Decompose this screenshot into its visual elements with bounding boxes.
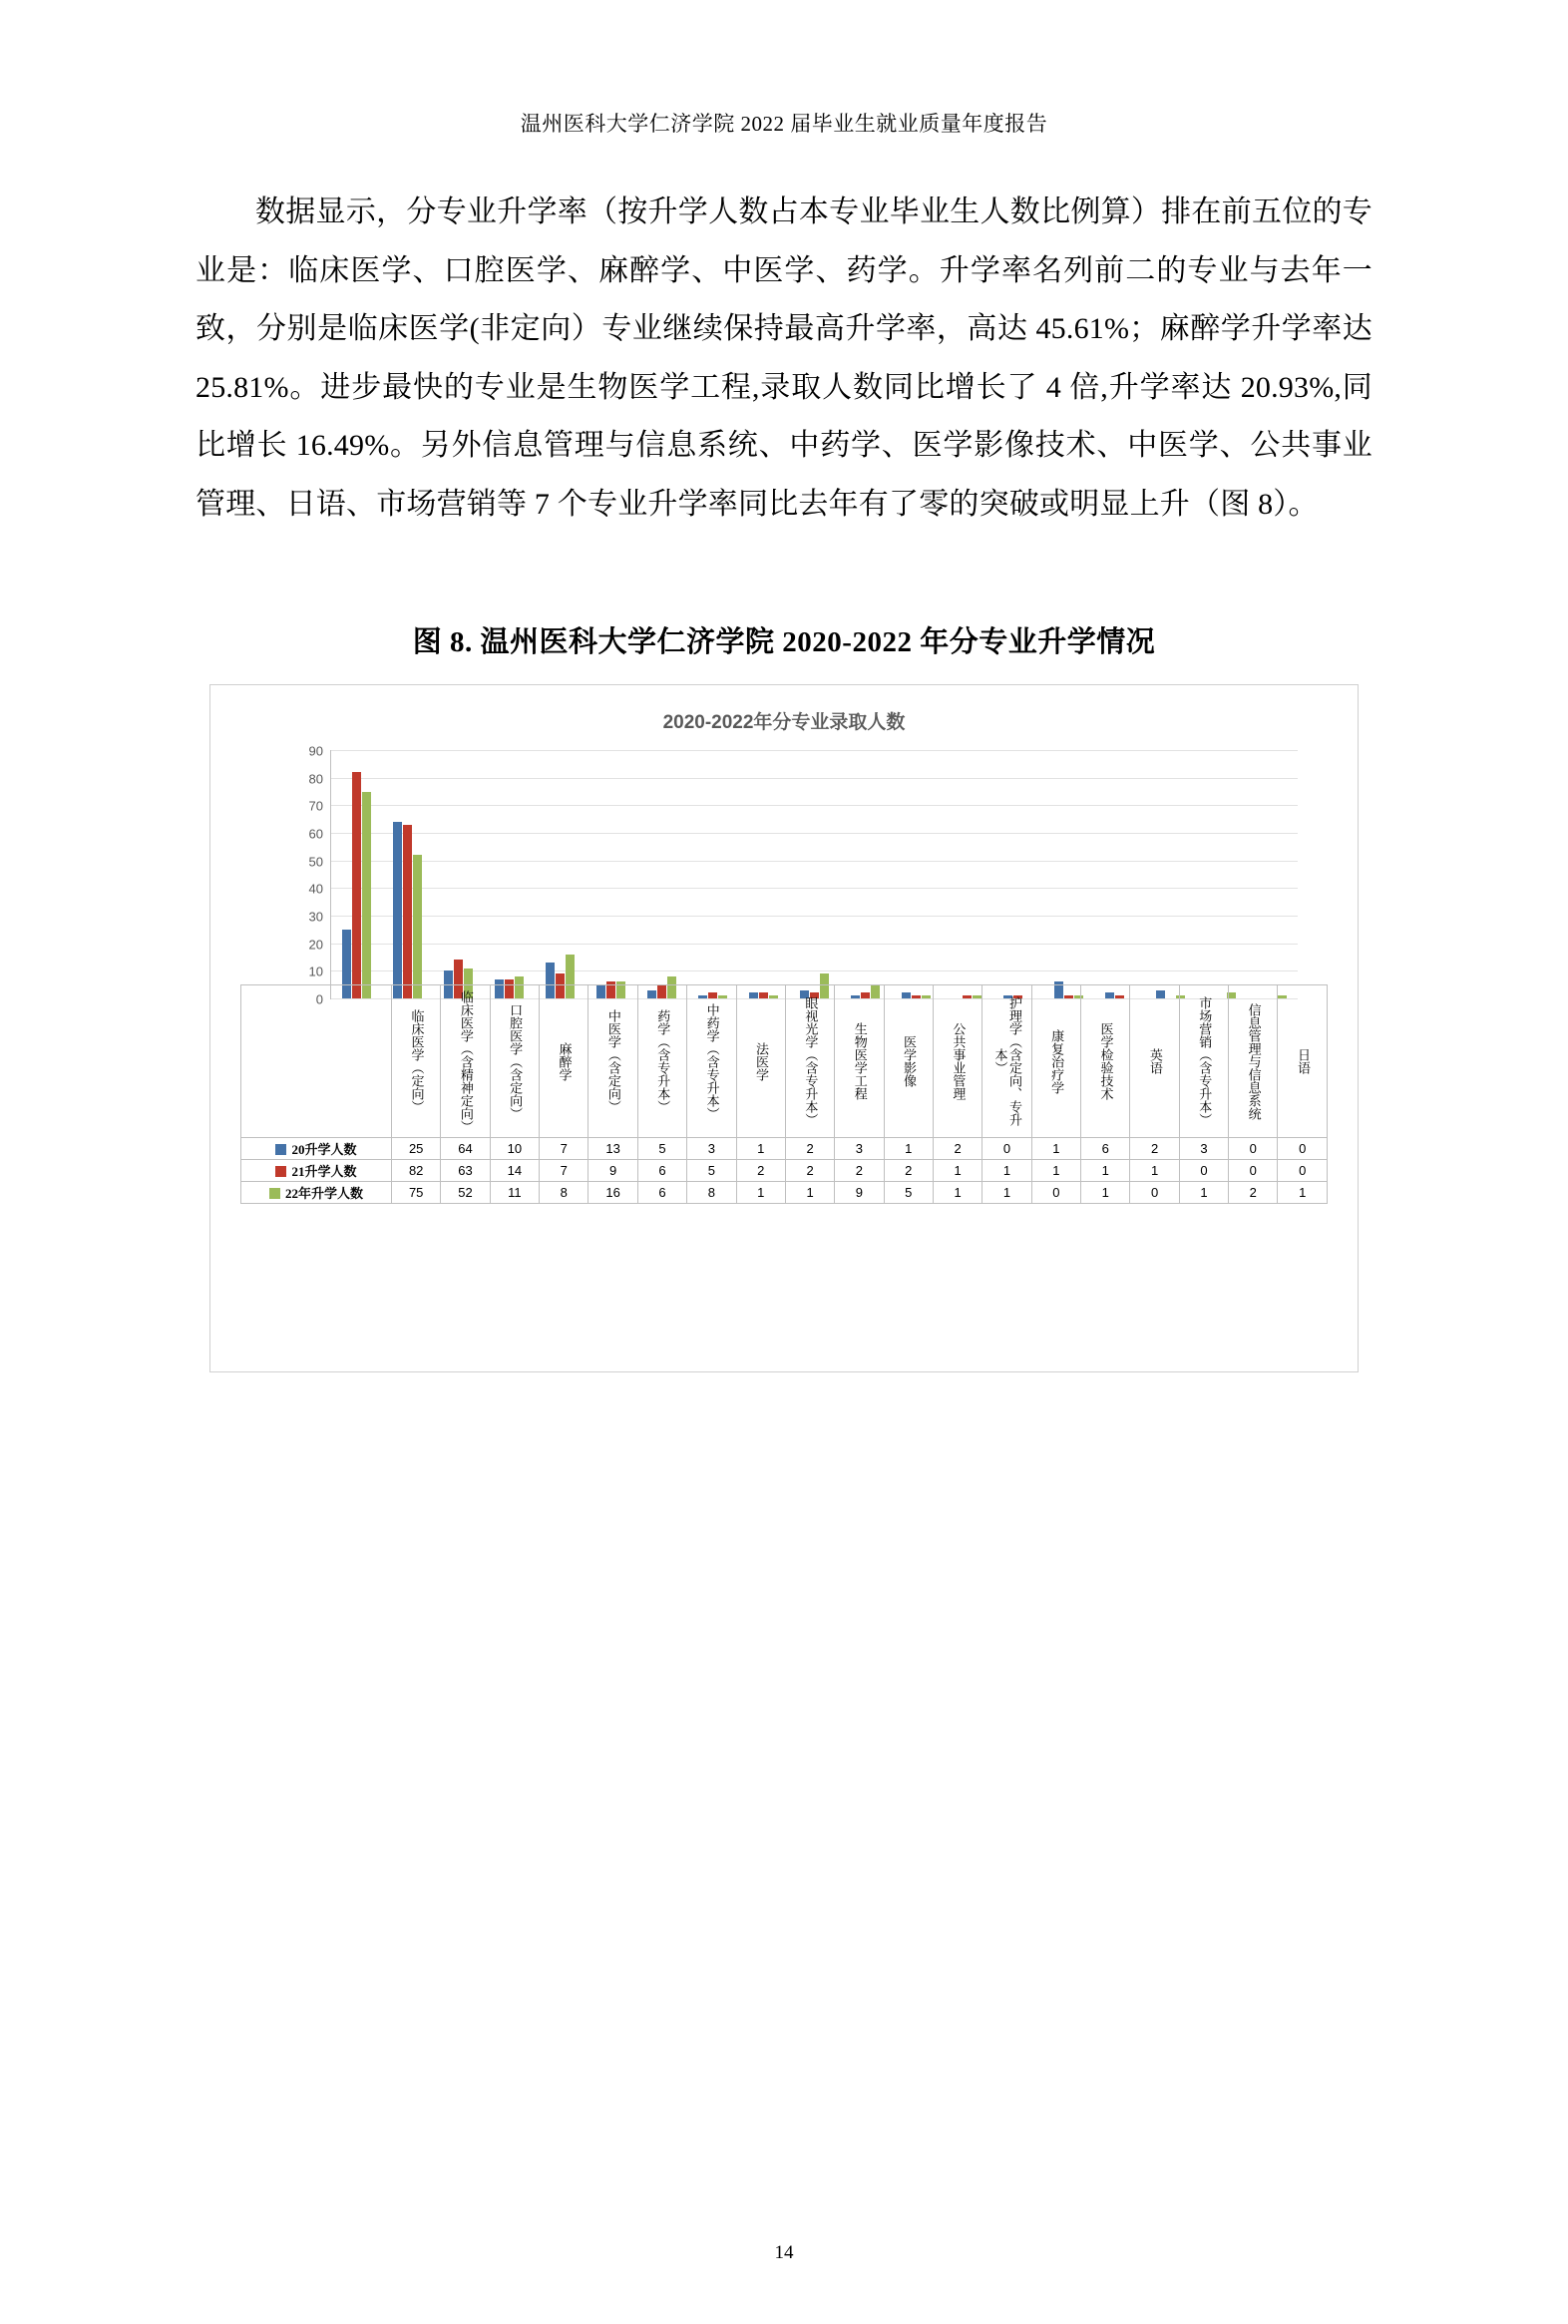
- category-label-cell: 临床医学（定向）: [392, 985, 441, 1138]
- bar: [362, 792, 371, 999]
- plot-area: [308, 743, 1298, 1007]
- data-cell: 1: [982, 1182, 1031, 1204]
- data-cell: 9: [588, 1160, 637, 1182]
- category-label-cell: 护理学（含定向、专升本）: [982, 985, 1031, 1138]
- category-label-cell: 信息管理与信息系统: [1229, 985, 1278, 1138]
- data-cell: 63: [441, 1160, 490, 1182]
- bar-groups: [331, 750, 1298, 998]
- y-axis-tick: 20: [308, 937, 323, 953]
- data-cell: 1: [736, 1182, 785, 1204]
- data-cell: 10: [490, 1138, 539, 1160]
- bar: [413, 855, 422, 998]
- data-cell: 75: [392, 1182, 441, 1204]
- data-cell: 0: [1031, 1182, 1080, 1204]
- legend-label-cell: [241, 1160, 392, 1182]
- body-paragraph: 数据显示，分专业升学率（按升学人数占本专业毕业生人数比例算）排在前五位的专业是：临床医学、口腔医学、麻醉学、中医学、药学。升学率名列前二的专业与去年一致，分别是临床医学(非定向）专业继续保持最高升学率，高达 45.61%；麻醉学升学率达 25.81%。进步最快的专业是生物医学工程,录取人数同比增长了 4 倍,升学率达 20.93%,同比增长 16.49%。另外信息管理与信息系统、中药学、医学影像技术、中医学、公共事业管理、日语、市场营销等 7 个专业升学率同比去年有了零的突破或明显上升（图 8）。: [196, 195, 1372, 521]
- data-cell: 0: [1278, 1138, 1328, 1160]
- category-label-cell: 医学检验技术: [1081, 985, 1130, 1138]
- bar-group: [738, 750, 789, 998]
- data-cell: 11: [490, 1182, 539, 1204]
- bar-group: [484, 750, 535, 998]
- bar-group: [942, 750, 992, 998]
- data-cell: 2: [736, 1160, 785, 1182]
- data-cell: 82: [392, 1160, 441, 1182]
- data-cell: 2: [1130, 1138, 1179, 1160]
- data-cell: 2: [835, 1160, 884, 1182]
- category-label-cell: 中医学（含定向）: [588, 985, 637, 1138]
- data-cell: 2: [1229, 1182, 1278, 1204]
- legend-series-name: 20升学人数: [291, 1142, 357, 1157]
- bar-group: [1094, 750, 1145, 998]
- table-row: [241, 1182, 1328, 1204]
- data-cell: 6: [637, 1182, 686, 1204]
- data-cell: 1: [1179, 1182, 1228, 1204]
- legend-color-swatch: [275, 1144, 286, 1155]
- y-axis-tick: 90: [308, 743, 323, 759]
- data-cell: 1: [933, 1182, 981, 1204]
- legend-series-name: 21升学人数: [291, 1164, 357, 1179]
- data-cell: 25: [392, 1138, 441, 1160]
- figure-caption: 图 8. 温州医科大学仁济学院 2020-2022 年分专业升学情况: [412, 626, 1156, 658]
- category-label-cell: 生物医学工程: [835, 985, 884, 1138]
- data-cell: 7: [540, 1138, 588, 1160]
- data-cell: 2: [785, 1138, 834, 1160]
- bar-group: [1196, 750, 1247, 998]
- document-page: [0, 108, 1568, 2324]
- data-cell: 0: [982, 1138, 1031, 1160]
- data-cell: 2: [933, 1138, 981, 1160]
- bar-group: [840, 750, 891, 998]
- category-label-cell: 麻醉学: [540, 985, 588, 1138]
- category-label-cell: 临床医学（含精神定向）: [441, 985, 490, 1138]
- y-axis-tick: 60: [308, 826, 323, 842]
- data-cell: 5: [884, 1182, 933, 1204]
- data-cell: 0: [1278, 1160, 1328, 1182]
- category-label-cell: 康复治疗学: [1031, 985, 1080, 1138]
- bar-group: [1247, 750, 1298, 998]
- data-cell: 13: [588, 1138, 637, 1160]
- data-cell: 6: [1081, 1138, 1130, 1160]
- data-cell: 6: [637, 1160, 686, 1182]
- y-axis-tick: 10: [308, 964, 323, 979]
- data-cell: 1: [982, 1160, 1031, 1182]
- bar-group: [789, 750, 840, 998]
- data-cell: 5: [637, 1138, 686, 1160]
- legend-label-cell: [241, 1182, 392, 1204]
- data-cell: 2: [884, 1160, 933, 1182]
- plot-wrapper: [240, 743, 1328, 1007]
- table-row-categories: [241, 985, 1328, 1138]
- data-cell: 1: [1081, 1182, 1130, 1204]
- data-cell: 9: [835, 1182, 884, 1204]
- bar-group: [535, 750, 586, 998]
- data-cell: 0: [1179, 1160, 1228, 1182]
- legend-label-cell: [241, 1138, 392, 1160]
- data-cell: 7: [540, 1160, 588, 1182]
- data-cell: 1: [1130, 1160, 1179, 1182]
- data-cell: 1: [736, 1138, 785, 1160]
- bar: [393, 822, 402, 998]
- y-axis-tick: 80: [308, 771, 323, 787]
- data-table-wrapper: [240, 984, 1328, 1361]
- data-cell: 1: [1031, 1160, 1080, 1182]
- category-label-cell: 英语: [1130, 985, 1179, 1138]
- bar: [352, 772, 361, 998]
- data-cell: 1: [933, 1160, 981, 1182]
- y-axis-tick: 0: [315, 991, 323, 1007]
- bar-group: [586, 750, 636, 998]
- data-cell: 14: [490, 1160, 539, 1182]
- category-label-cell: 市场营销（含专升本）: [1179, 985, 1228, 1138]
- legend-color-swatch: [275, 1166, 286, 1177]
- data-cell: 3: [687, 1138, 736, 1160]
- data-cell: 64: [441, 1138, 490, 1160]
- chart-data-table: [240, 984, 1328, 1204]
- data-cell: 1: [1278, 1182, 1328, 1204]
- bar-group: [891, 750, 942, 998]
- body-paragraph-block: [196, 184, 1372, 534]
- y-axis-tick: 70: [308, 798, 323, 814]
- data-cell: 1: [1031, 1138, 1080, 1160]
- bar-group: [382, 750, 433, 998]
- data-cell: 16: [588, 1182, 637, 1204]
- data-cell: 0: [1229, 1138, 1278, 1160]
- y-axis-tick: 30: [308, 909, 323, 925]
- data-cell: 3: [1179, 1138, 1228, 1160]
- bar: [403, 825, 412, 998]
- bar-group: [331, 750, 382, 998]
- data-cell: 3: [835, 1138, 884, 1160]
- category-label-cell: 口腔医学（含定向）: [490, 985, 539, 1138]
- bar-group: [636, 750, 687, 998]
- data-cell: 0: [1130, 1182, 1179, 1204]
- y-axis-tick: 40: [308, 881, 323, 897]
- bar-group: [992, 750, 1043, 998]
- data-cell: 2: [785, 1160, 834, 1182]
- table-row: [241, 1160, 1328, 1182]
- table-corner-cell: [241, 985, 392, 1138]
- bar-group: [433, 750, 484, 998]
- running-header: 温州医科大学仁济学院 2022 届毕业生就业质量年度报告: [520, 112, 1048, 136]
- category-label-cell: 法医学: [736, 985, 785, 1138]
- data-cell: 1: [884, 1138, 933, 1160]
- chart-title: 2020-2022年分专业录取人数: [662, 712, 906, 733]
- table-row: [241, 1138, 1328, 1160]
- chart-container: [209, 684, 1359, 1372]
- data-cell: 52: [441, 1182, 490, 1204]
- legend-series-name: 22年升学人数: [284, 1186, 363, 1201]
- category-label-cell: 中药学（含专升本）: [687, 985, 736, 1138]
- data-cell: 1: [1081, 1160, 1130, 1182]
- category-label-cell: 眼视光学（含专升本）: [785, 985, 834, 1138]
- y-axis-tick: 50: [308, 854, 323, 870]
- legend-color-swatch: [269, 1188, 280, 1199]
- category-label-cell: 公共事业管理: [933, 985, 981, 1138]
- data-cell: 5: [687, 1160, 736, 1182]
- category-label-cell: 日语: [1278, 985, 1328, 1138]
- data-cell: 1: [785, 1182, 834, 1204]
- page-number: 14: [774, 2242, 794, 2263]
- bar-group: [1145, 750, 1196, 998]
- data-cell: 8: [540, 1182, 588, 1204]
- bar-group: [687, 750, 738, 998]
- data-cell: 0: [1229, 1160, 1278, 1182]
- bar-group: [1043, 750, 1094, 998]
- data-cell: 8: [687, 1182, 736, 1204]
- category-label-cell: 医学影像: [884, 985, 933, 1138]
- category-label-cell: 药学（含专升本）: [637, 985, 686, 1138]
